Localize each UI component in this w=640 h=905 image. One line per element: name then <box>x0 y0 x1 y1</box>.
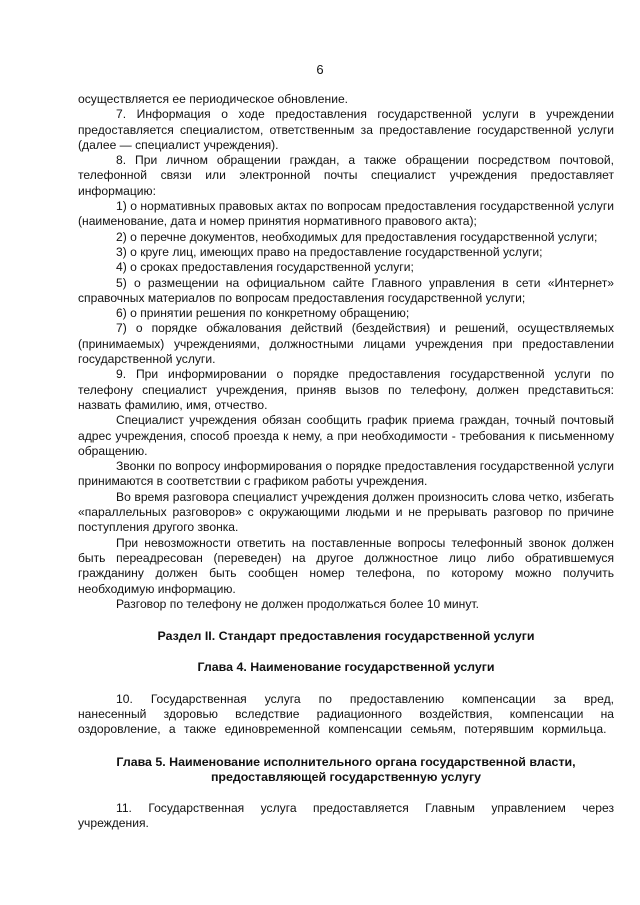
list-item: 1) о нормативных правовых актах по вопросам предоставления государственной услуги (наименование, дата и номер принятия нормативного правового акта); <box>78 199 614 229</box>
list-item: 2) о перечне документов, необходимых для предоставления государственной услуги; <box>116 229 598 244</box>
list-item: 4) о сроках предоставления государственной услуги; <box>116 260 414 275</box>
chapter-heading: Глава 5. Наименование исполнительного органа государственной власти, предоставляющей государственную услугу <box>116 754 576 784</box>
section-heading: Раздел II. Стандарт предоставления государственной услуги <box>157 629 535 644</box>
chapter-heading: Глава 4. Наименование государственной услуги <box>197 660 495 675</box>
paragraph: 10. Государственная услуга по предоставлению компенсации за вред, нанесенный здоровью вследствие радиационного воздействия, компенсации на оздоровление, а также единовременной компенсации семьям, потерявшим кормильца. <box>78 691 614 737</box>
paragraph: Разговор по телефону не должен продолжаться более 10 минут. <box>116 596 479 611</box>
paragraph: осуществляется ее периодическое обновление. <box>78 92 349 106</box>
paragraph: 11. Государственная услуга предоставляется Главным управлением через учреждения. <box>78 801 614 831</box>
list-item: 3) о круге лиц, имеющих право на предоставление государственной услуги; <box>116 244 543 259</box>
paragraph: При невозможности ответить на поставленные вопросы телефонный звонок должен быть переадресован (переведен) на другое должностное лицо либо обратившемуся гражданину должен быть сообщен номер телефона, по которому можно получить необходимую информацию. <box>78 535 614 596</box>
paragraph: Звонки по вопросу информирования о порядке предоставления государственной услуги принимаются в соответствии с графиком работы учреждения. <box>78 459 614 489</box>
paragraph: 9. При информировании о порядке предоставления государственной услуги по телефону специалист учреждения, приняв вызов по телефону, должен представиться: назвать фамилию, имя, отчество. <box>78 367 614 412</box>
document-body <box>78 92 614 832</box>
paragraph: 8. При личном обращении граждан, а также обращении посредством почтовой, телефонной связи или электронной почты специалист учреждения предоставляет информацию: <box>78 153 614 198</box>
paragraph: Специалист учреждения обязан сообщить график приема граждан, точный почтовый адрес учреждения, способ проезда к нему, а при необходимости - требования к письменному обращению. <box>78 413 614 458</box>
list-item: 6) о принятии решения по конкретному обращению; <box>116 306 410 321</box>
paragraph: 7. Информация о ходе предоставления государственной услуги в учреждении предоставляется специалистом, ответственным за предоставление государственной услуги (далее — специалист учреждения). <box>78 107 614 152</box>
list-item: 7) о порядке обжалования действий (бездействия) и решений, осуществляемых (принимаемых) учреждениями, должностными лицами учреждения при предоставлении государственной услуги. <box>78 321 614 367</box>
list-item: 5) о размещении на официальном сайте Главного управления в сети «Интернет» справочных материалов по вопросам предоставления государственной услуги; <box>78 275 614 305</box>
paragraph: Во время разговора специалист учреждения должен произносить слова четко, избегать «параллельных разговоров» с окружающими людьми и не прерывать разговор по причине поступления другого звонка. <box>78 489 614 535</box>
page-number: 6 <box>316 62 324 77</box>
